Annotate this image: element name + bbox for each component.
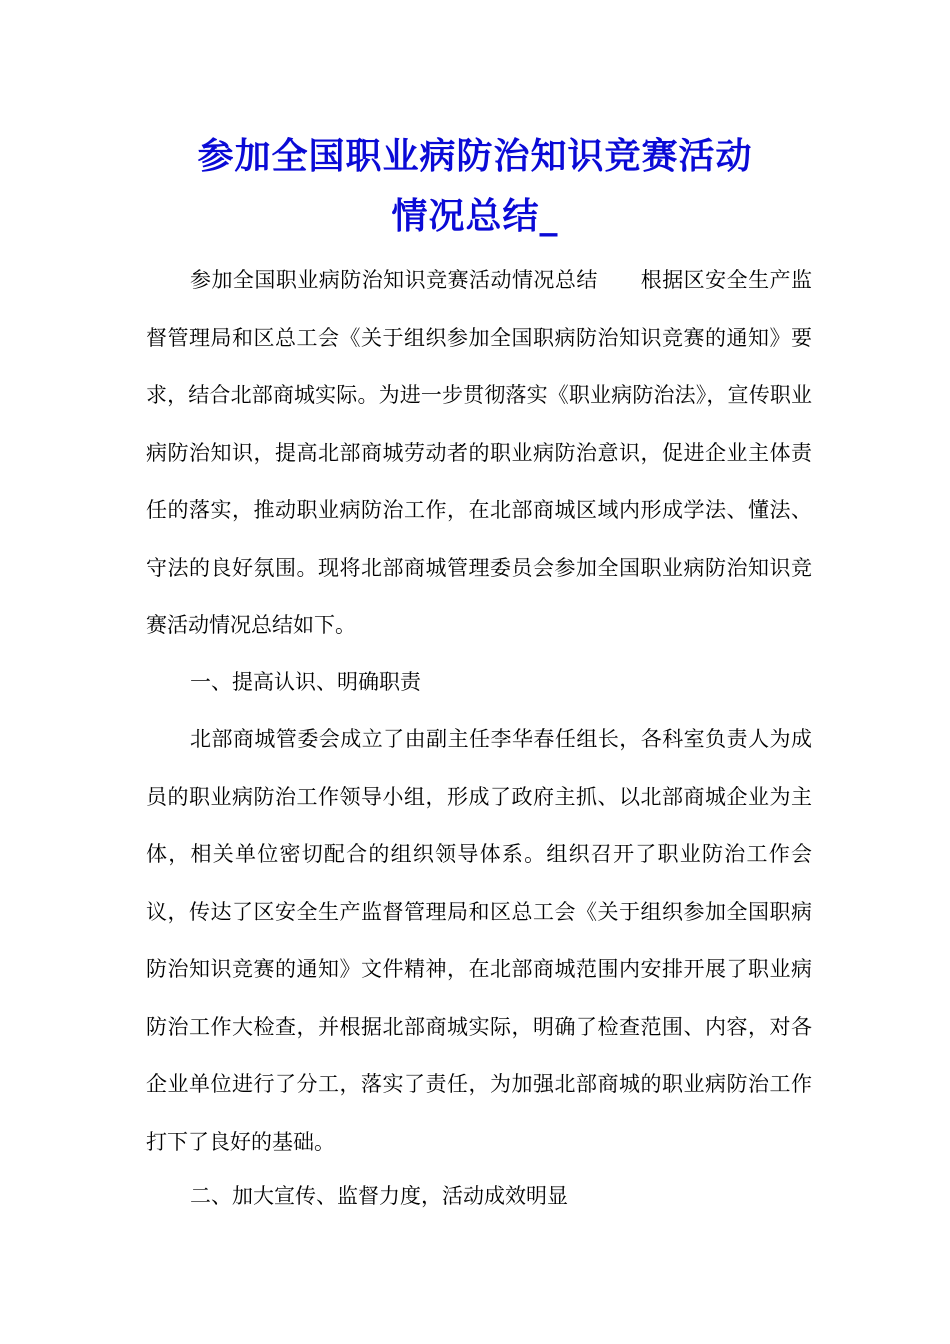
document-title-line1: 参加全国职业病防治知识竞赛活动 (197, 135, 753, 177)
paragraph-section-1: 北部商城管委会成立了由副主任李华春任组长，各科室负责人为成员的职业病防治工作领导小组，形成了政府主抓、以北部商城企业为主体，相关单位密切配合的组织领导体系。组织召开了职业防治工作会议，传达了区安全生产监督管理局和区总工会《关于组织参加全国职病防治知识竞赛的通知》文件精神，在北部商城范围内安排开展了职业病防治工作大检查，并根据北部商城实际，明确了检查范围、内容，对各企业单位进行了分工，落实了责任，为加强北部商城的职业病防治工作打下了良好的基础。 (146, 727, 812, 1154)
paragraph-intro: 参加全国职业病防治知识竞赛活动情况总结 根据区安全生产监督管理局和区总工会《关于组织参加全国职病防治知识竞赛的通知》要求，结合北部商城实际。为进一步贯彻落实《职业病防治法》，宣传职业病防治知识，提高北部商城劳动者的职业病防治意识，促进企业主体责任的落实，推动职业病防治工作，在北部商城区域内形成学法、懂法、守法的良好氛围。现将北部商城管理委员会参加全国职业病防治知识竞赛活动情况总结如下。 (146, 268, 812, 637)
document-title-line2: 情况总结_ (391, 195, 559, 237)
section-heading-2: 二、加大宣传、监督力度，活动成效明显 (190, 1184, 568, 1208)
section-heading-1: 一、提高认识、明确职责 (190, 670, 421, 694)
